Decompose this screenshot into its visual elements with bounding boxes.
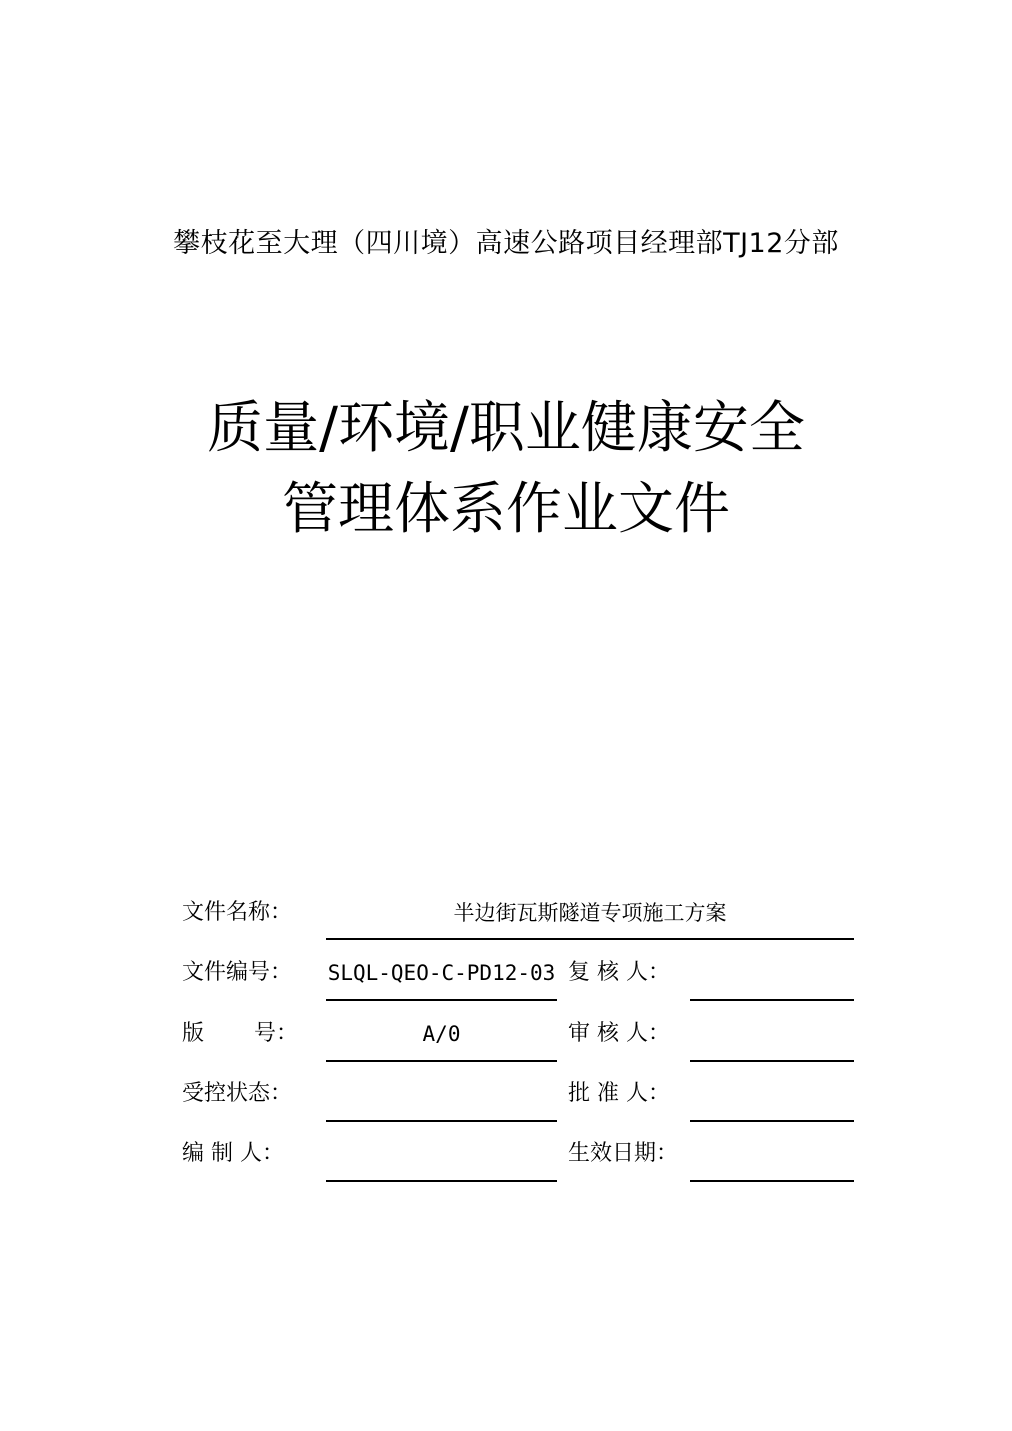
file-name-label: 文件名称： xyxy=(182,900,293,925)
reviewer-underline xyxy=(690,999,854,1001)
approver-label: 批 准 人： xyxy=(568,1081,670,1106)
version-label-right: 号： xyxy=(254,1021,299,1046)
control-status-label: 受控状态： xyxy=(182,1081,293,1106)
auditor-underline xyxy=(690,1060,854,1062)
document-title-line-2: 管理体系作业文件 xyxy=(282,477,730,542)
version-underline xyxy=(326,1060,557,1062)
approver-underline xyxy=(690,1120,854,1122)
effective-date-underline xyxy=(690,1180,854,1182)
control-status-underline xyxy=(326,1120,557,1122)
compiler-underline xyxy=(326,1180,557,1182)
file-name-value: 半边街瓦斯隧道专项施工方案 xyxy=(453,901,727,925)
document-title-line-1: 质量/环境/职业健康安全 xyxy=(207,396,805,461)
reviewer-label: 复 核 人： xyxy=(568,960,670,985)
version-value: A/0 xyxy=(422,1022,461,1046)
file-name-underline xyxy=(326,938,854,940)
organization-header: 攀枝花至大理（四川境）高速公路项目经理部TJ12分部 xyxy=(173,228,839,259)
auditor-label: 审 核 人： xyxy=(568,1021,670,1046)
compiler-label: 编 制 人： xyxy=(182,1141,284,1166)
version-label-left: 版 xyxy=(182,1021,205,1046)
file-number-value: SLQL-QEO-C-PD12-03 xyxy=(327,961,556,985)
effective-date-label: 生效日期： xyxy=(568,1141,679,1166)
file-number-underline xyxy=(326,999,557,1001)
file-number-label: 文件编号： xyxy=(182,960,293,985)
